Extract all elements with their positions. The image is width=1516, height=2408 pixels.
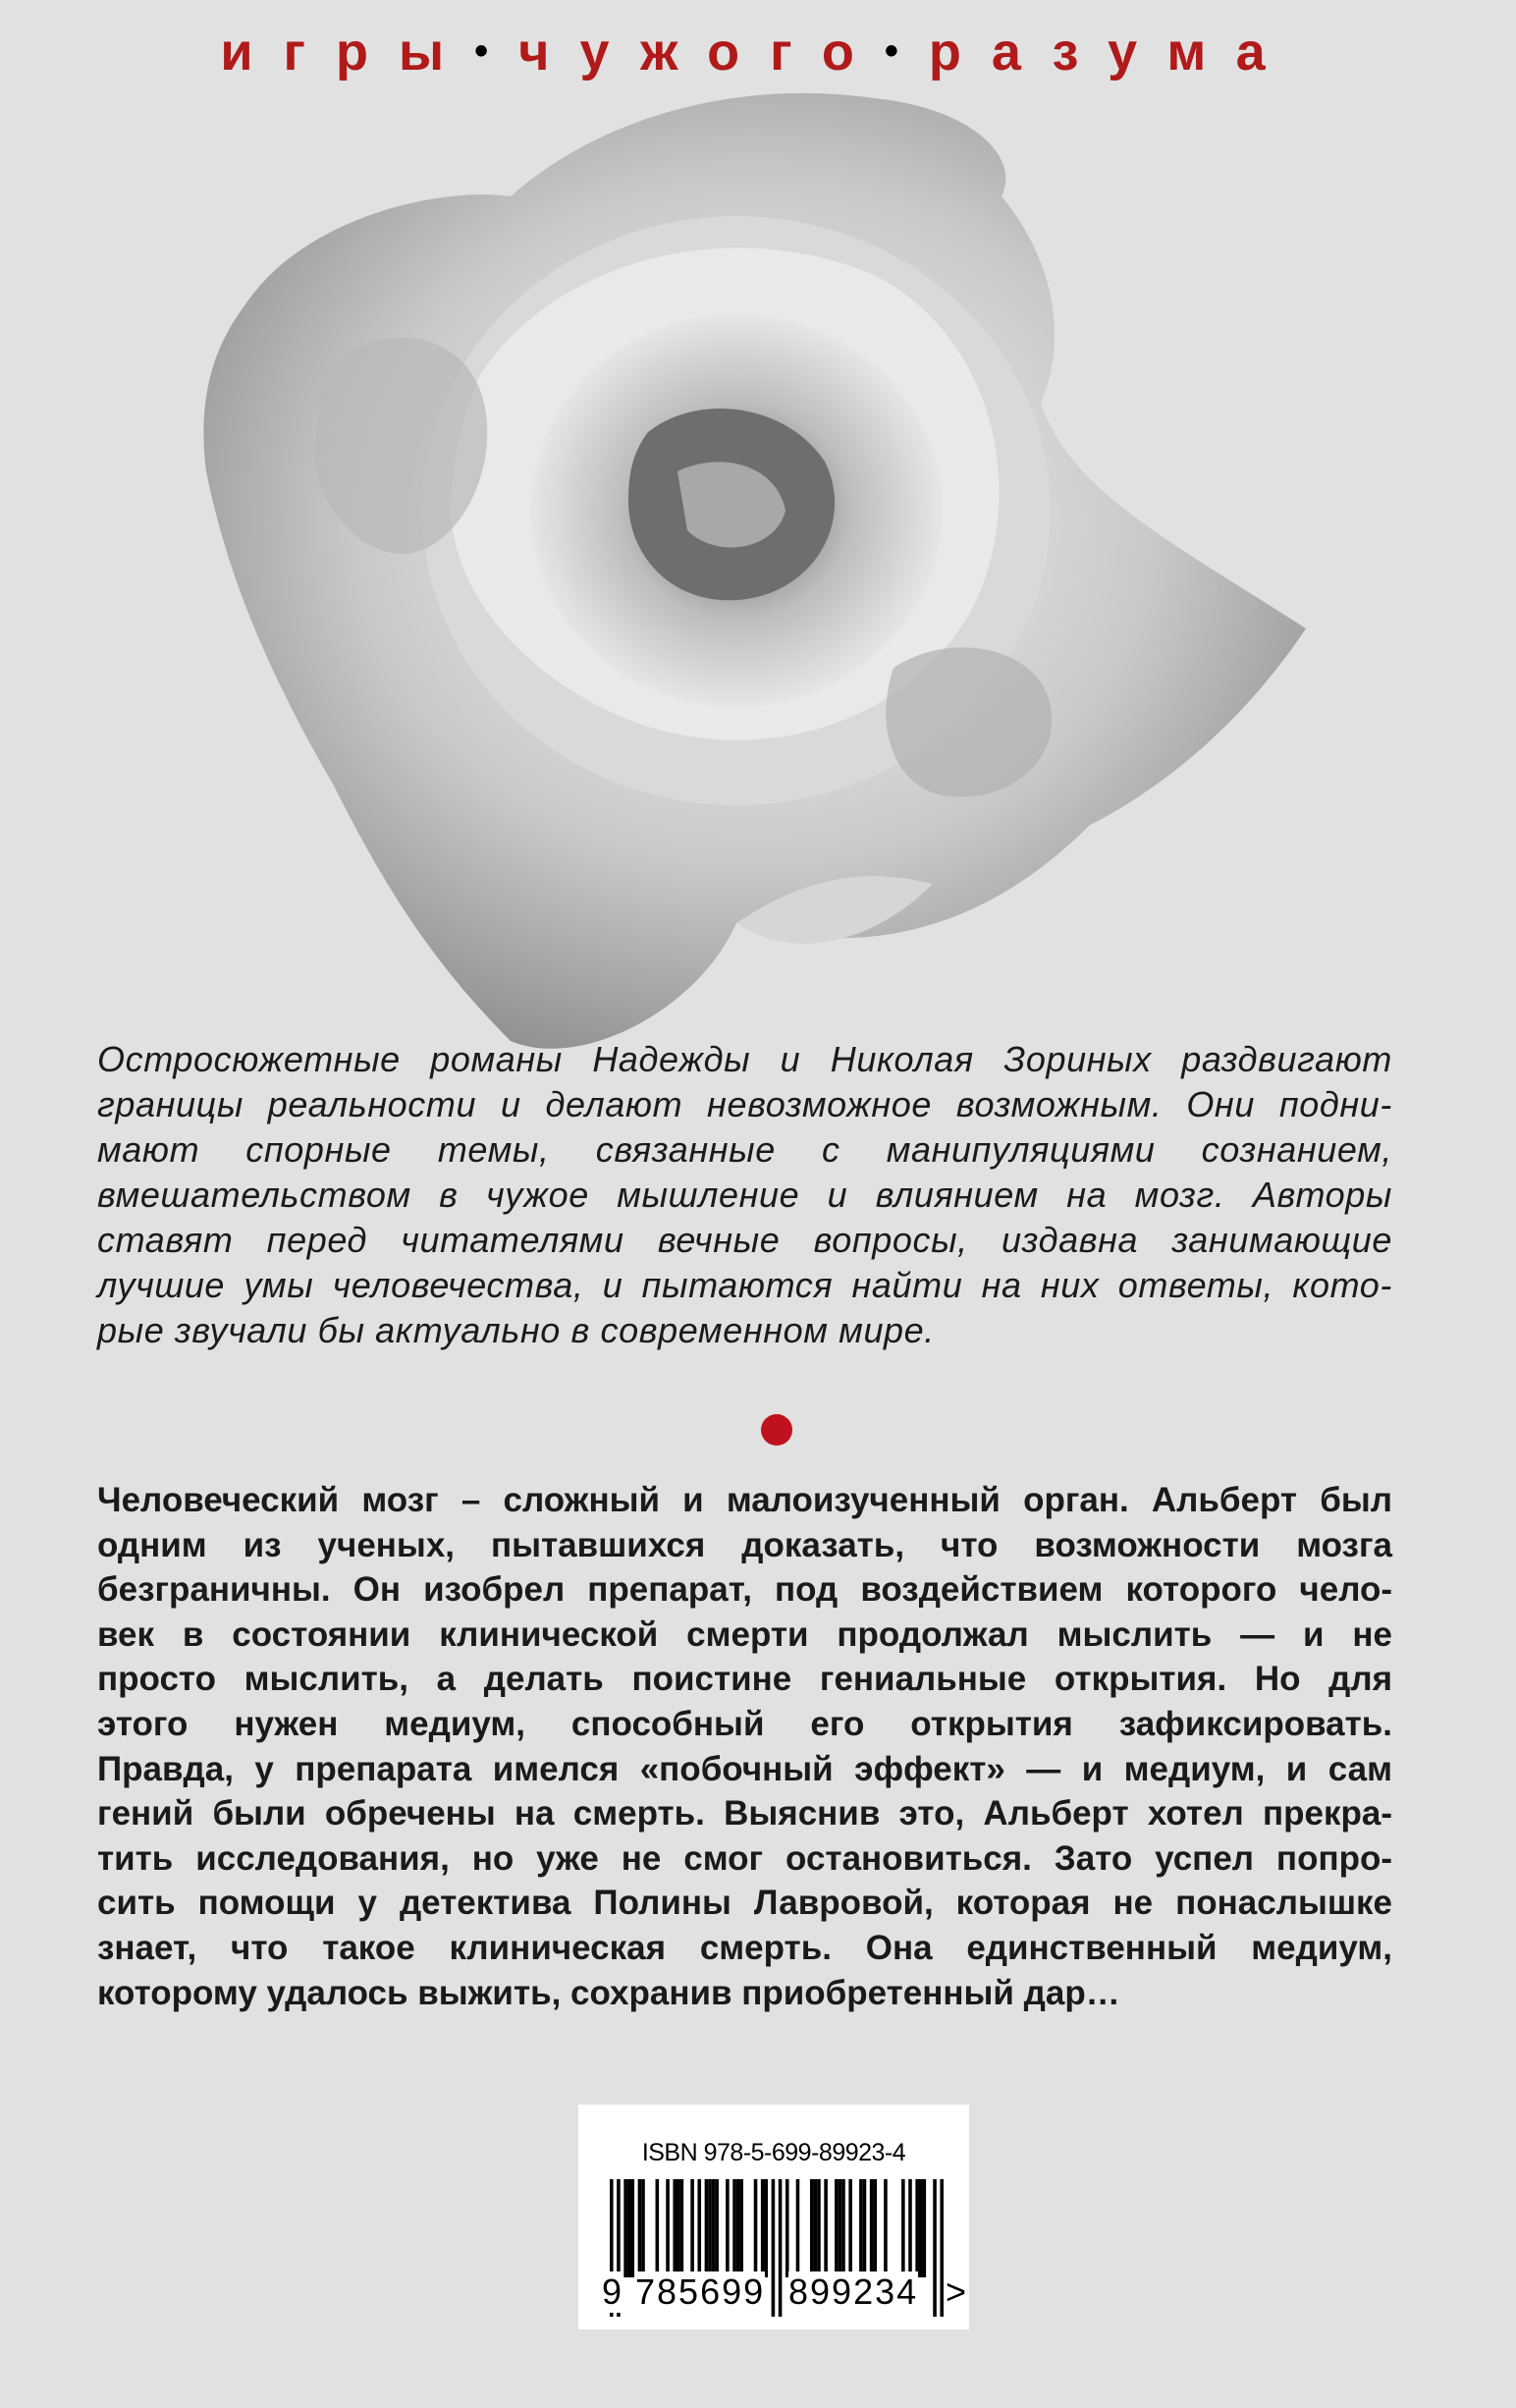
barcode-bar [859, 2179, 863, 2277]
barcode-bar [726, 2179, 730, 2277]
barcode-bar [705, 2179, 709, 2277]
blurb-line: век в состоянии клинической смерти продолжал мыслить — и не [97, 1614, 1392, 1654]
series-word-2: чужого [518, 23, 885, 82]
barcode-bar [732, 2179, 736, 2277]
barcode-quiet-mark: > [946, 2271, 967, 2312]
separator-dot: • [474, 29, 519, 73]
barcode-bar [641, 2179, 645, 2277]
blurb-line: которому удалось выжить, сохранив приобретенный дар… [97, 1973, 1120, 2012]
blurb-line: одним из ученых, пытавшихся доказать, что возможности мозга [97, 1525, 1392, 1564]
barcode-bar [785, 2179, 789, 2277]
barcode-bar [736, 2179, 740, 2277]
intro-line: ставят перед читателями вечные вопросы, издавна занимающие [97, 1220, 1392, 1260]
barcode-bar [839, 2179, 842, 2277]
blurb-line: безграничны. Он изобрел препарат, под воздействием которого чело- [97, 1570, 1392, 1610]
barcode-bar [761, 2179, 765, 2277]
barcode-bar [627, 2179, 631, 2277]
blurb-line: Правда, у препарата имелся «побочный эффект» — и медиум, и сам [97, 1749, 1392, 1788]
barcode-bar [923, 2179, 927, 2277]
blurb-line: сить помощи у детектива Полины Лавровой, которая не понаслышке [97, 1884, 1392, 1923]
barcode-bar [810, 2179, 814, 2277]
barcode-bar [739, 2179, 743, 2277]
barcode-bar [848, 2179, 852, 2277]
barcode-first-digit: 9 [602, 2271, 623, 2312]
blurb-line: этого нужен медиум, способный его открытия зафиксировать. [97, 1704, 1392, 1743]
series-title [0, 22, 1516, 82]
series-word-1: игры [220, 23, 475, 82]
blurb-line: гений были обречены на смерть. Выяснив это, Альберт хотел прекра- [97, 1794, 1392, 1833]
barcode-bar [666, 2179, 670, 2277]
barcode-bar [623, 2179, 627, 2277]
intro-line: мают спорные темы, связанные с манипуляциями сознанием, [97, 1129, 1392, 1170]
red-dot-separator [761, 1414, 792, 1446]
barcode-bar [697, 2179, 701, 2277]
blurb-line: просто мыслить, а делать поистине гениальные открытия. Но для [97, 1660, 1392, 1699]
barcode-bar [835, 2179, 839, 2277]
barcode-bar [919, 2179, 923, 2277]
barcode-bar [824, 2179, 828, 2277]
isbn-label: ISBN 978-5-699-89923-4 [641, 2139, 906, 2166]
intro-line: лучшие умы человечества, и пытаются найти на них ответы, кото- [97, 1265, 1392, 1305]
barcode-bar [708, 2179, 712, 2277]
blurb-paragraph [97, 1478, 1392, 2015]
barcode-bar [817, 2179, 821, 2277]
barcode-bar [915, 2179, 919, 2277]
blurb-line: тить исследования, но уже не смог остановиться. Зато успел попро- [97, 1838, 1392, 1878]
barcode-bar [677, 2179, 680, 2277]
barcode-bar [884, 2179, 888, 2277]
blurb-line: знает, что такое клиническая смерть. Она единственный медиум, [97, 1928, 1392, 1967]
barcode-bar [715, 2179, 719, 2277]
intro-line: границы реальности и делают невозможное возможным. Они подни- [97, 1084, 1392, 1124]
barcode-bar [901, 2179, 905, 2277]
series-word-3: разума [928, 23, 1296, 82]
barcode-bar [630, 2179, 634, 2277]
barcode-bar [870, 2179, 874, 2277]
barcode-bar [680, 2179, 684, 2277]
barcode-bar [796, 2179, 800, 2277]
barcode-bar [656, 2179, 660, 2277]
barcode-bar [873, 2179, 877, 2277]
barcode-bar [712, 2179, 716, 2277]
barcode-bar [754, 2179, 758, 2277]
barcode-bar [690, 2179, 694, 2277]
barcode-digits [602, 2271, 967, 2312]
intro-line: рые звучали бы актуально в современном мире. [97, 1310, 935, 1350]
barcode-bar [863, 2179, 867, 2277]
barcode-bar [908, 2179, 912, 2277]
barcode-bar [673, 2179, 677, 2277]
barcode-left-group: 785699 [635, 2271, 766, 2312]
barcode-box [578, 2105, 969, 2329]
barcode-bar [638, 2179, 642, 2277]
barcode-bar [814, 2179, 818, 2277]
intro-paragraph [97, 1037, 1392, 1353]
separator-dot: • [884, 29, 929, 73]
barcode-bar [841, 2179, 845, 2277]
barcode-bar [764, 2179, 768, 2277]
barcode-right-group: 899234 [788, 2271, 919, 2312]
rose-illustration [187, 79, 1316, 1070]
intro-line: Остросюжетные романы Надежды и Николая Зориных раздвигают [97, 1039, 1392, 1079]
blurb-line: Человеческий мозг – сложный и малоизученный орган. Альберт был [97, 1481, 1392, 1519]
intro-line: вмешательством в чужое мышление и влиянием на мозг. Авторы [97, 1175, 1392, 1215]
